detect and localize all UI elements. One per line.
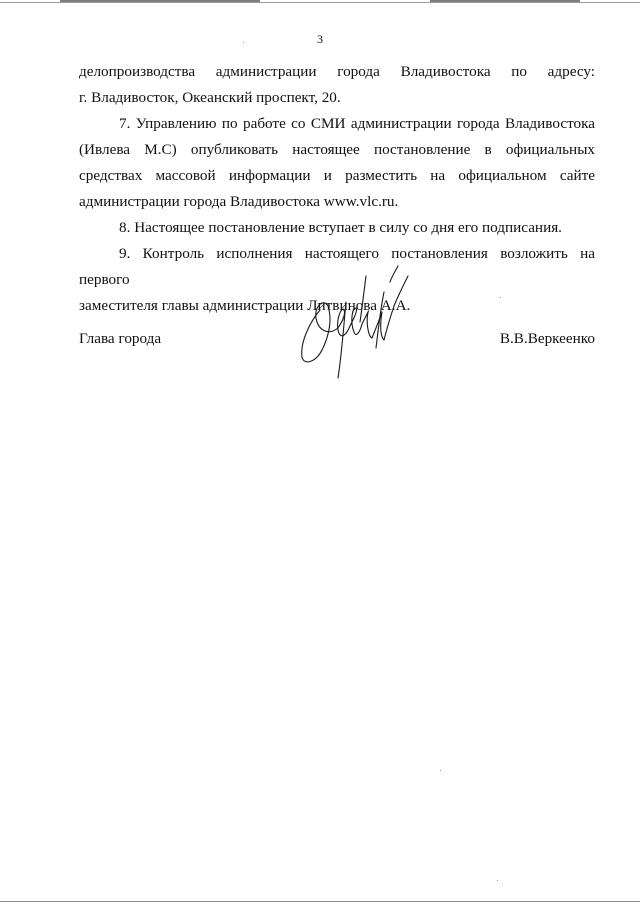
signatory-title: Глава города — [79, 330, 162, 347]
scan-speck — [243, 42, 244, 43]
paragraph-line: заместителя главы администрации Литвинова А.А. — [79, 297, 411, 314]
paragraph-effective-date — [79, 215, 595, 241]
paragraph-address — [79, 59, 595, 111]
scan-speck — [497, 880, 498, 881]
paragraph-line: делопроизводства администрации города Владивостока по адресу: — [79, 63, 595, 80]
scan-edge-top-dash — [60, 0, 260, 2]
paragraph-line: 9. Контроль исполнения настоящего постановления возложить на первого — [79, 245, 595, 288]
paragraph-line: г. Владивосток, Океанский проспект, 20. — [79, 89, 341, 106]
scan-speck — [500, 297, 501, 298]
paragraph-line: 7. Управлению по работе со СМИ администрации города Владивостока — [119, 115, 595, 132]
paragraph-line: 8. Настоящее постановление вступает в силу со дня его подписания. — [119, 219, 562, 236]
scan-edge-bottom — [0, 901, 640, 902]
handwritten-signature — [280, 262, 420, 382]
paragraph-line: средствах массовой информации и разместить на официальном сайте — [79, 167, 595, 184]
scan-speck — [440, 770, 441, 771]
paragraph-line: (Ивлева М.С) опубликовать настоящее постановление в официальных — [79, 141, 595, 158]
signatory-name: В.В.Веркеенко — [499, 330, 595, 347]
scan-edge-top-dash — [430, 0, 580, 2]
scan-edge-top — [0, 2, 640, 3]
paragraph-media — [79, 111, 595, 215]
page-number: 3 — [317, 32, 323, 46]
paragraph-line: администрации города Владивостока www.vlc.ru. — [79, 193, 399, 210]
